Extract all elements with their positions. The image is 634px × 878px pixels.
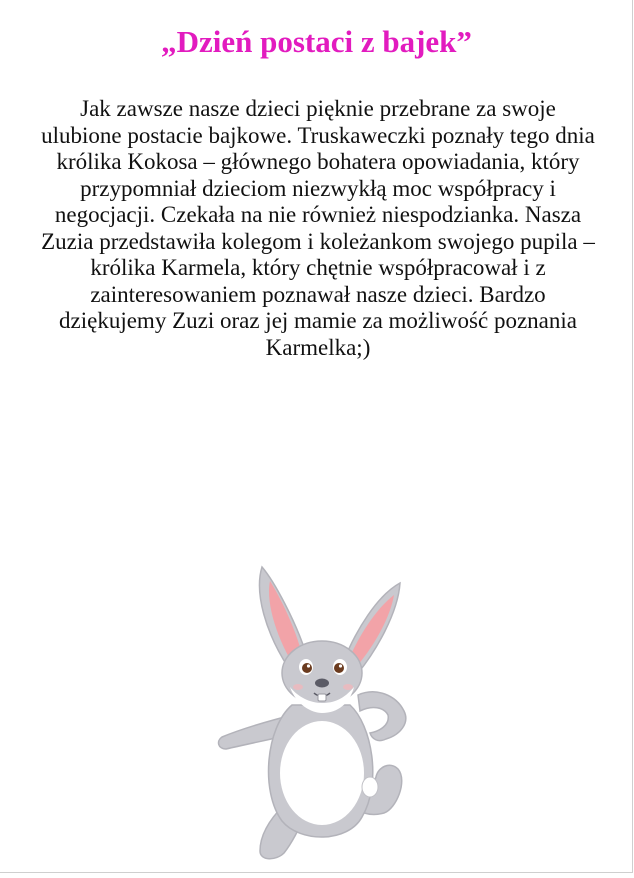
page-title: „Dzień postaci z bajek”	[161, 24, 472, 59]
bunny-head	[282, 641, 362, 713]
body-paragraph: Jak zawsze nasze dzieci pięknie przebrane za swoje ulubione postacie bajkowe. Truskaweczki poznały tego dnia królika Kokosa – głównego bohatera opowiadania, który przypomniał dzieciom niezwykłą moc współpracy i negocjacji. Czekała na nie również niespodzianka. Nasza Zuzia przedstawiła kolegom i koleżankom swojego pupila – królika Karmela, który chętnie współpracował i z zainteresowaniem poznawał nasze dzieci. Bardzo dziękujemy Zuzi oraz jej mamie za możliwość poznania Karmelka;)	[41, 96, 595, 360]
bunny-icon	[200, 555, 440, 873]
bunny-tail	[362, 777, 378, 797]
bunny-belly	[280, 721, 364, 825]
